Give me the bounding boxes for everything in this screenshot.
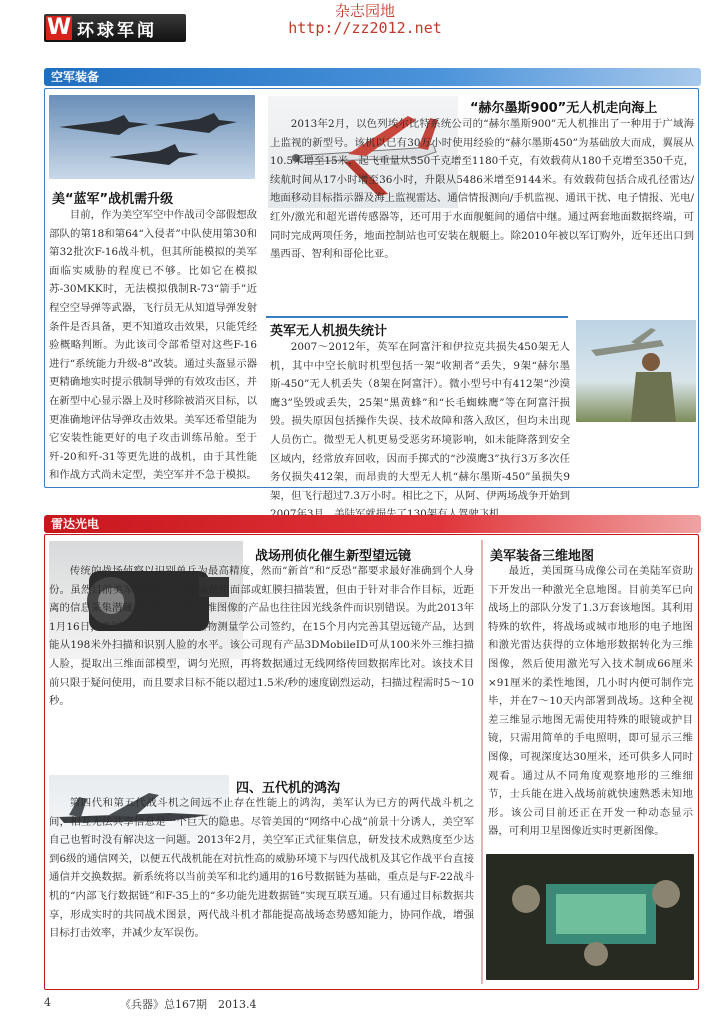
map3d-title: 美军装备三维地图 [490,549,595,564]
divider [266,316,568,318]
gen5-title: 四、五代机的鸿沟 [236,781,341,796]
section-header-radar: 雷达光电 [44,515,701,533]
magazine-section-logo [44,14,186,42]
watermark-site-name: 杂志园地 [334,2,395,20]
uk-uav-title: 英军无人机损失统计 [270,324,388,339]
brand-letter: W [46,15,72,40]
issue-info: 《兵器》总167期 2013.4 [120,998,257,1011]
f16-formation-photo [49,95,255,179]
soldiers-viewing-3d-map-photo [486,854,694,980]
uk-uav-body: 2007～2012年，英军在阿富汗和伊拉克共损失450架无人机，其中中空长航时机型包括一架“收割者”丢失，9架“赫尔墨斯-450”无人机丢失（8架在阿富汗）。微小型号中有412架“沙漠鹰3”坠毁或丢失，25架“黑黄蜂”和“长毛蜘蛛鹰”等在阿富汗损毁。损失原因包括操作失误、技术故障和落入敌区，但均未出现人员伤亡。微型无人机更易受恶劣环境影响，如未能降落到安全区域内，经常放弃回收，因而手掷式的“沙漠鹰3”执行3万多次任务仅损失412架，而昂贵的大型无人机“赫尔墨斯-450”虽损失9架，但飞行超过7.3万小时。相比之下，从阿、伊两场战争开始到 [270,341,570,502]
gen5-body: 第四代和第五代战斗机之间远不止存在性能上的鸿沟，美军认为已方的两代战斗机之间，相互无法共享信息是一个巨大的隐患。尽管美国的“网络中心战”前景十分诱人，美空军自己也暂时没有解决这一问题。2013年2月，美空军正式征集信息，研发技术成熟度至少达到6级的通信网关，以便五代战机能在对抗性高的威胁环境下与四代战机及其它作战平台直接通信并交换数据。新系统将以当前美军和北约通用的16号数据链为基础，重点是与F-22战斗机的“内部飞行数据链”和F-35上的“多功能先进数据链”实现互联互通。只有通过目标数据共享，形成实时的共同战术图景，两代战斗机才都能提高战场态势感知能力，协同作战，增强目标打击效率，并减少友军误伤。 [49,797,474,940]
blue-angels-title: 美“蓝军”战机需升级 [52,192,174,207]
map3d-body: 最近，美国斑马成像公司在美陆军资助下开发出一种激光全息地图。目前美军已向战场上的部队分发了1.3万套该地图。其利用特殊的软件，将战场或城市地形的电子地图和激光雷达获得的立体地形数据转化为三维图像，然后使用激光写入技术制成66厘米×91厘米的柔性地图，几小时内便可制作完毕，并在7～10天内部署到战场。这种全视差三维显示地图无需使用特殊的眼镜或护目镜，只需用简单的手电照明，即可显示三维图像，可视深度达30厘米，还可供多人同时观看。通过从不同角度观察地形的三维细节，士兵能在进入战场前就快速熟悉未知地形。该公司目前还正在开发一种动态显示器，可利用卫星图像近实时更新图像。 [488,565,693,838]
telescope-body: 传统的战场侦察以识别单兵为最高精度，然而“新首”和“反恐”都要求最好准确到个人身份。虽然目前美军在战场上已普遍使用面部或虹膜扫描装置，但由于针对非合作目标，近距离的信息采集潜藏着危险。扫描二维图像的产品也往往因光线条件而识别错误。为此2013年1月16日，美国海军与加州一家生物测量学公司签约，在15个月内完善其望远镜产品，达到能从198米外扫描和识别人脸的水平。该公司现有产品3DMobileID可从100米外三维扫描人脸，提取出三维面部模型，调匀光照，再将数据通过无线网络传回数据库比对。该技术目前只限于疑问使用，而且要求目标不能以超过1.5米/秒的速度剧烈运动，扫描过程需时5～10秒。 [49,565,474,708]
hermes900-body: 2013年2月，以色列埃尔比特系统公司的“赫尔墨斯900”无人机推出了一种用于广域海上监视的新型号。该机以已有30万小时使用经验的“赫尔墨斯450”为基础放大而成，翼展从10.5米增至15米，起飞重量从550千克增至1180千克，有效载荷从180千克增至350千克，续航时间从17小时增至36小时，升限从5486米增至9144米。有效载荷包括合成孔径雷达/地面移动目标指示器及海上监视雷达、通信情报测向/手机监视、通讯干扰、电子情报、光电/红外/激光和超光谱传感器等，还可用于水面舰艇间的通信中继。通过两套地面数据终端，可同时完成两项任务，地面控制站也可安装在舰艇上。除2010年被以军订购外，近年还出口到墨西哥、智利和哥伦比亚。 [270,118,694,261]
hermes900-title: “赫尔墨斯900”无人机走向海上 [470,101,658,116]
brand-title: 环球军闻 [77,20,157,41]
telescope-title: 战场刑侦化催生新型望远镜 [255,549,412,564]
section-header-air: 空军装备 [44,68,701,86]
watermark-url: http://zz2012.net [288,19,442,37]
page-number: 4 [44,996,51,1009]
blue-angels-body: 目前，作为美空军空中作战司令部假想敌部队的第18和第64“入侵者”中队使用第30和第32批次F-16战斗机，但其所能模拟的美军面临实威胁的程度已不够。比如它在模拟苏-30MKK时，无法模拟俄制R-73“箭手”近程空空导弹等武器，飞行员无从知道导弹发射条件是否具备，更不知道攻击效果，只能凭经验概略判断。为此该司令部希望对这些F-16进行“系统能力升级-8”改装。通过头盔显示器更精确地实时提示俄制导弹的有效攻击区，并在新型中心显示器上及时移除被消灭目标，以更准确地评估导弹攻击效果。美军还希望能为它安装性能更好的电子攻击训练吊舱。至于歼-20和歼-31等更先进的战机，由于其性能和作战方式尚未定型，美空军并不急于模拟。 [49,209,257,482]
soldier-launching-uav-photo [576,320,696,422]
